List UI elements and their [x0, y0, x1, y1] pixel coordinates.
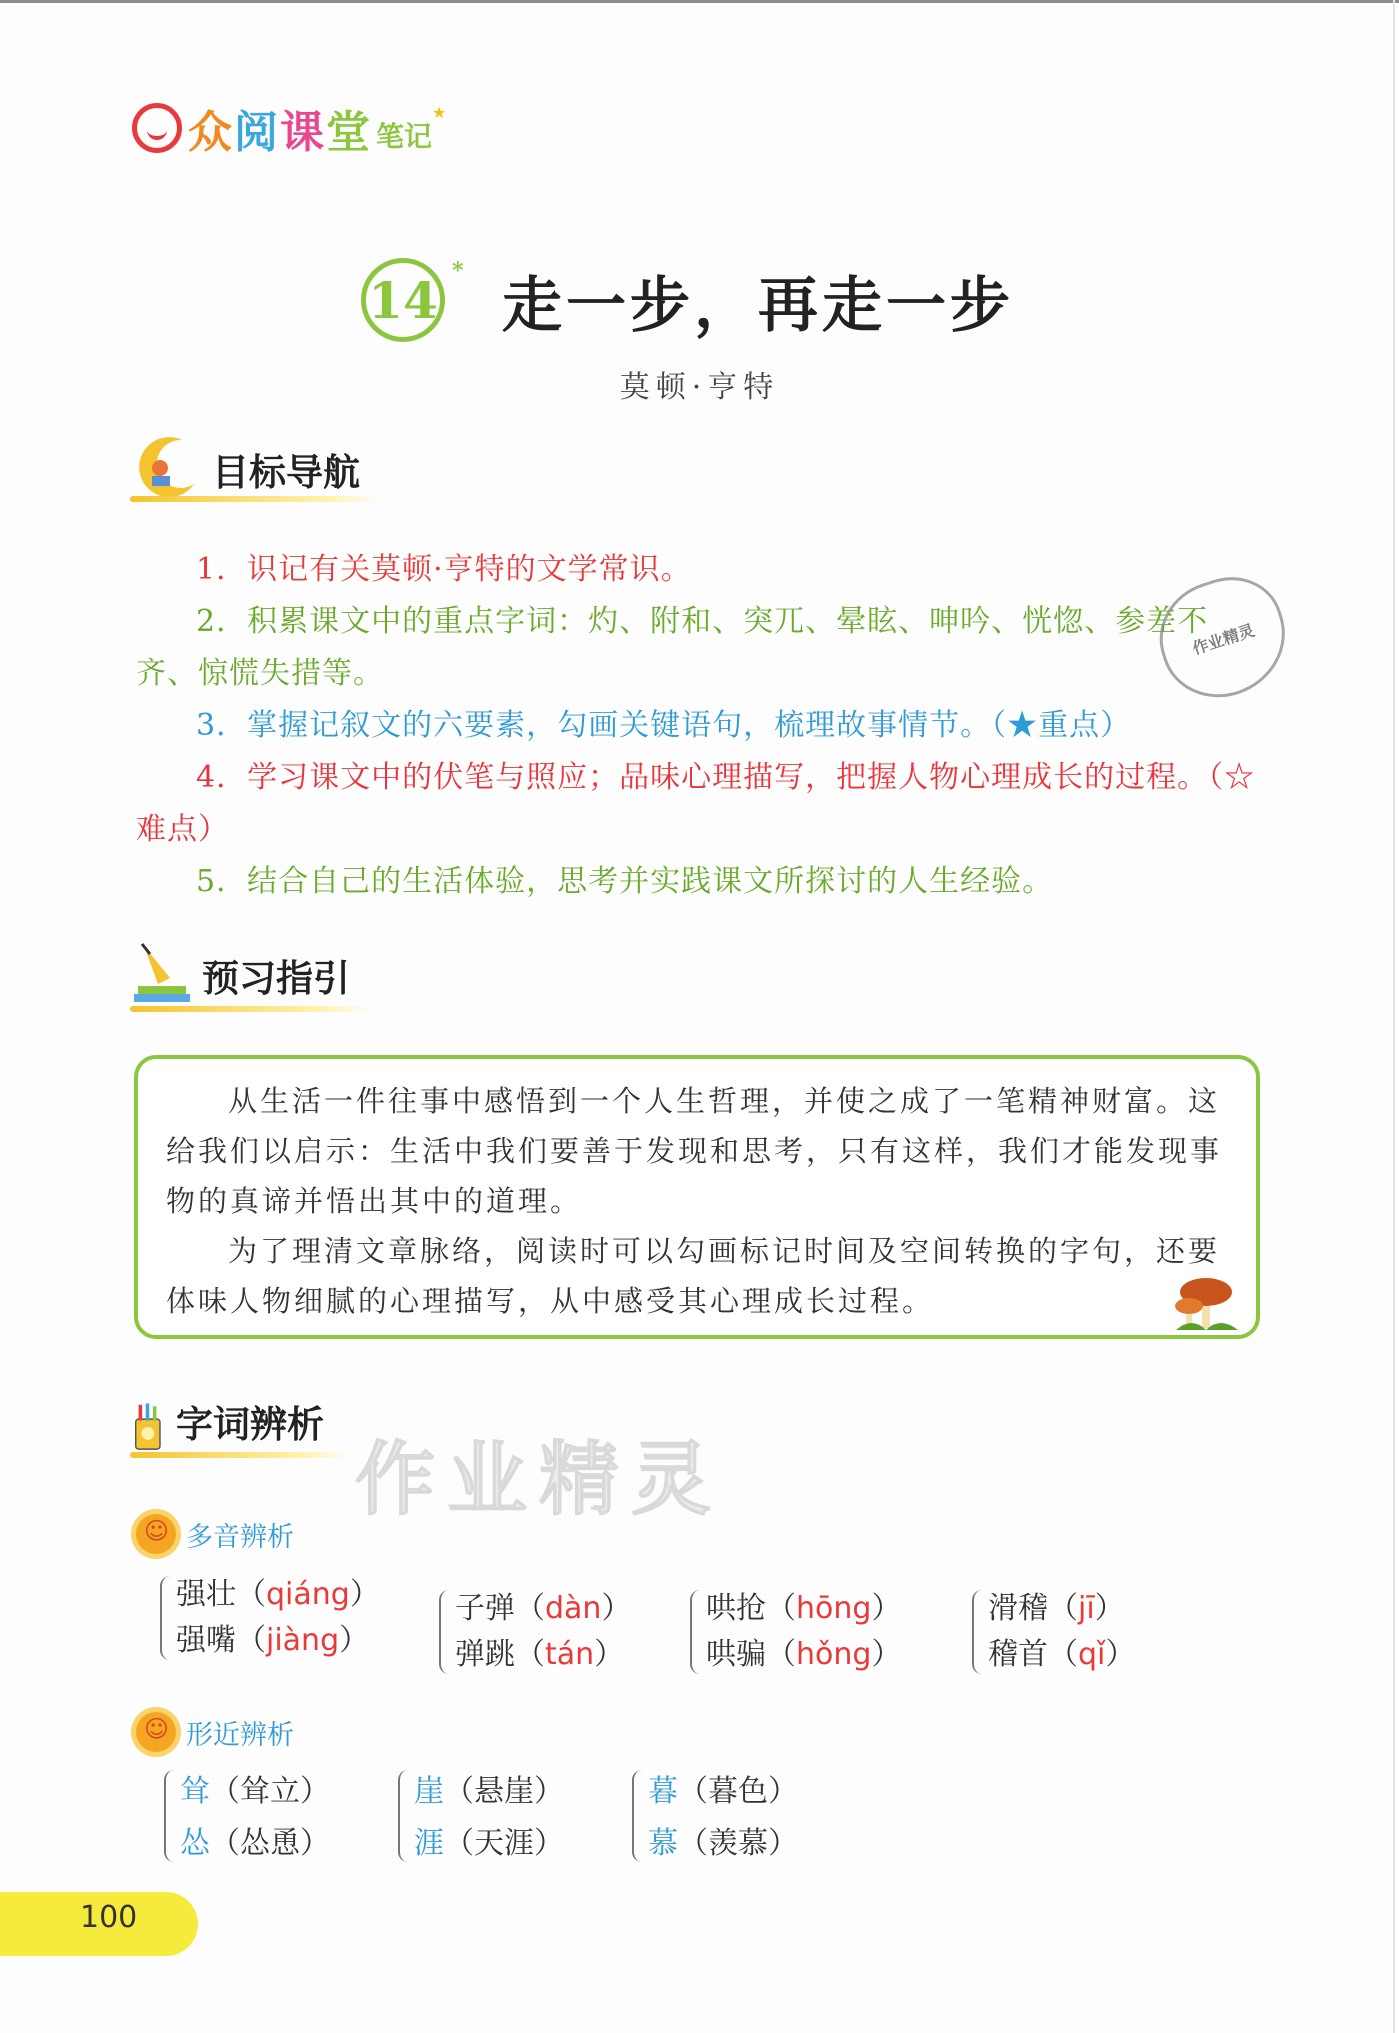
word-entry: 强嘴（jiàng） — [176, 1623, 370, 1658]
polyphone-group — [455, 1586, 631, 1678]
similar-group — [414, 1766, 564, 1870]
brace — [632, 1770, 644, 1862]
sun-icon — [136, 1514, 176, 1554]
goal-text: 5．结合自己的生活体验，思考并实践课文所探讨的人生经验。 — [196, 864, 1054, 899]
word-entry: 滑稽（jī） — [988, 1591, 1125, 1626]
word-entry: 慕（羡慕） — [648, 1826, 798, 1861]
goal-text: 2．积累课文中的重点字词：灼、附和、突兀、晕眩、呻吟、恍惚、参差不齐、惊慌失措等。 — [136, 604, 1209, 691]
goals-header — [130, 432, 380, 502]
brace — [439, 1590, 451, 1674]
goal-item — [136, 596, 1266, 700]
preview-paragraph: 为了理清文章脉络，阅读时可以勾画标记时间及空间转换的字句，还要体味人物细腻的心理描写，从中感受其心理成长过程。 — [166, 1234, 1221, 1318]
subheader-label: 形近辨析 — [186, 1719, 294, 1751]
section-title: 预习指引 — [202, 957, 350, 1000]
word-entry: 怂（怂恿） — [180, 1826, 330, 1861]
polyphone-group — [706, 1586, 901, 1678]
mushroom-icon — [1172, 1268, 1242, 1334]
section-title: 字词辨析 — [176, 1403, 324, 1446]
polyphone-group — [176, 1572, 380, 1664]
brace — [160, 1576, 172, 1660]
header-underline — [130, 1006, 370, 1012]
word-entry: 耸（耸立） — [180, 1774, 330, 1809]
smile-logo-icon — [132, 103, 182, 153]
preview-header — [130, 942, 370, 1012]
page-edge — [1393, 0, 1395, 2033]
word-entry: 哄骗（hǒng） — [706, 1637, 902, 1672]
word-entry: 崖（悬崖） — [414, 1774, 564, 1809]
header-underline — [130, 1452, 350, 1458]
subheader-label: 多音辨析 — [186, 1521, 294, 1553]
lesson-author: 莫顿·亨特 — [619, 370, 780, 405]
goal-item — [136, 544, 1336, 596]
preview-paragraph: 从生活一件往事中感悟到一个人生哲理，并使之成了一笔精神财富。这给我们以启示：生活中我们要善于发现和思考，只有这样，我们才能发现事物的真谛并悟出其中的道理。 — [166, 1084, 1223, 1218]
word-entry: 稽首（qǐ） — [988, 1637, 1136, 1672]
goal-text: 3．掌握记叙文的六要素，勾画关键语句，梳理故事情节。（★重点） — [196, 708, 1132, 743]
goal-text: 4．学习课文中的伏笔与照应；品味心理描写，把握人物心理成长的过程。（☆难点） — [136, 760, 1256, 847]
word-entry: 暮（暮色） — [648, 1774, 798, 1809]
goal-item — [136, 752, 1266, 856]
header-underline — [130, 496, 380, 502]
similar-group — [180, 1766, 330, 1870]
watermark: 作业精灵 — [355, 1433, 723, 1526]
logo-char: 堂 — [326, 107, 372, 158]
brace — [972, 1590, 984, 1674]
section-title: 目标导航 — [212, 451, 360, 494]
word-entry: 强壮（qiáng） — [176, 1577, 380, 1612]
bell-books-icon — [130, 942, 200, 1012]
logo-subtitle: 笔记 — [376, 120, 433, 153]
word-entry: 涯（天涯） — [414, 1826, 564, 1861]
page-number: 100 — [80, 1900, 138, 1935]
brace — [690, 1590, 702, 1674]
brand-logo — [132, 98, 446, 158]
sun-icon — [136, 1712, 176, 1752]
goal-text: 1．识记有关莫顿·亨特的文学常识。 — [196, 552, 692, 587]
polyphone-group — [988, 1586, 1135, 1678]
goal-item — [136, 856, 1336, 908]
self-study-mark: * — [452, 258, 464, 284]
brace — [164, 1770, 176, 1862]
similar-group — [648, 1766, 798, 1870]
logo-char: 课 — [280, 107, 326, 158]
word-entry: 哄抢（hōng） — [706, 1591, 902, 1626]
brace — [398, 1770, 410, 1862]
logo-title — [188, 96, 372, 160]
star-icon: ★ — [432, 102, 447, 122]
logo-char: 众 — [188, 107, 234, 158]
moon-reader-icon — [130, 432, 200, 502]
lesson-number-badge: 14 — [361, 258, 445, 342]
lesson-title: 走一步，再走一步 — [502, 271, 1014, 341]
polyphone-subheader — [136, 1514, 294, 1554]
goal-item — [136, 700, 1336, 752]
word-entry: 弹跳（tán） — [455, 1637, 625, 1672]
word-entry: 子弹（dàn） — [455, 1591, 632, 1626]
logo-char: 阅 — [234, 107, 280, 158]
top-border — [0, 0, 1399, 3]
similar-form-subheader — [136, 1712, 294, 1752]
watermark-stamp: 作业精灵 — [1145, 563, 1301, 712]
words-header — [130, 1388, 350, 1458]
